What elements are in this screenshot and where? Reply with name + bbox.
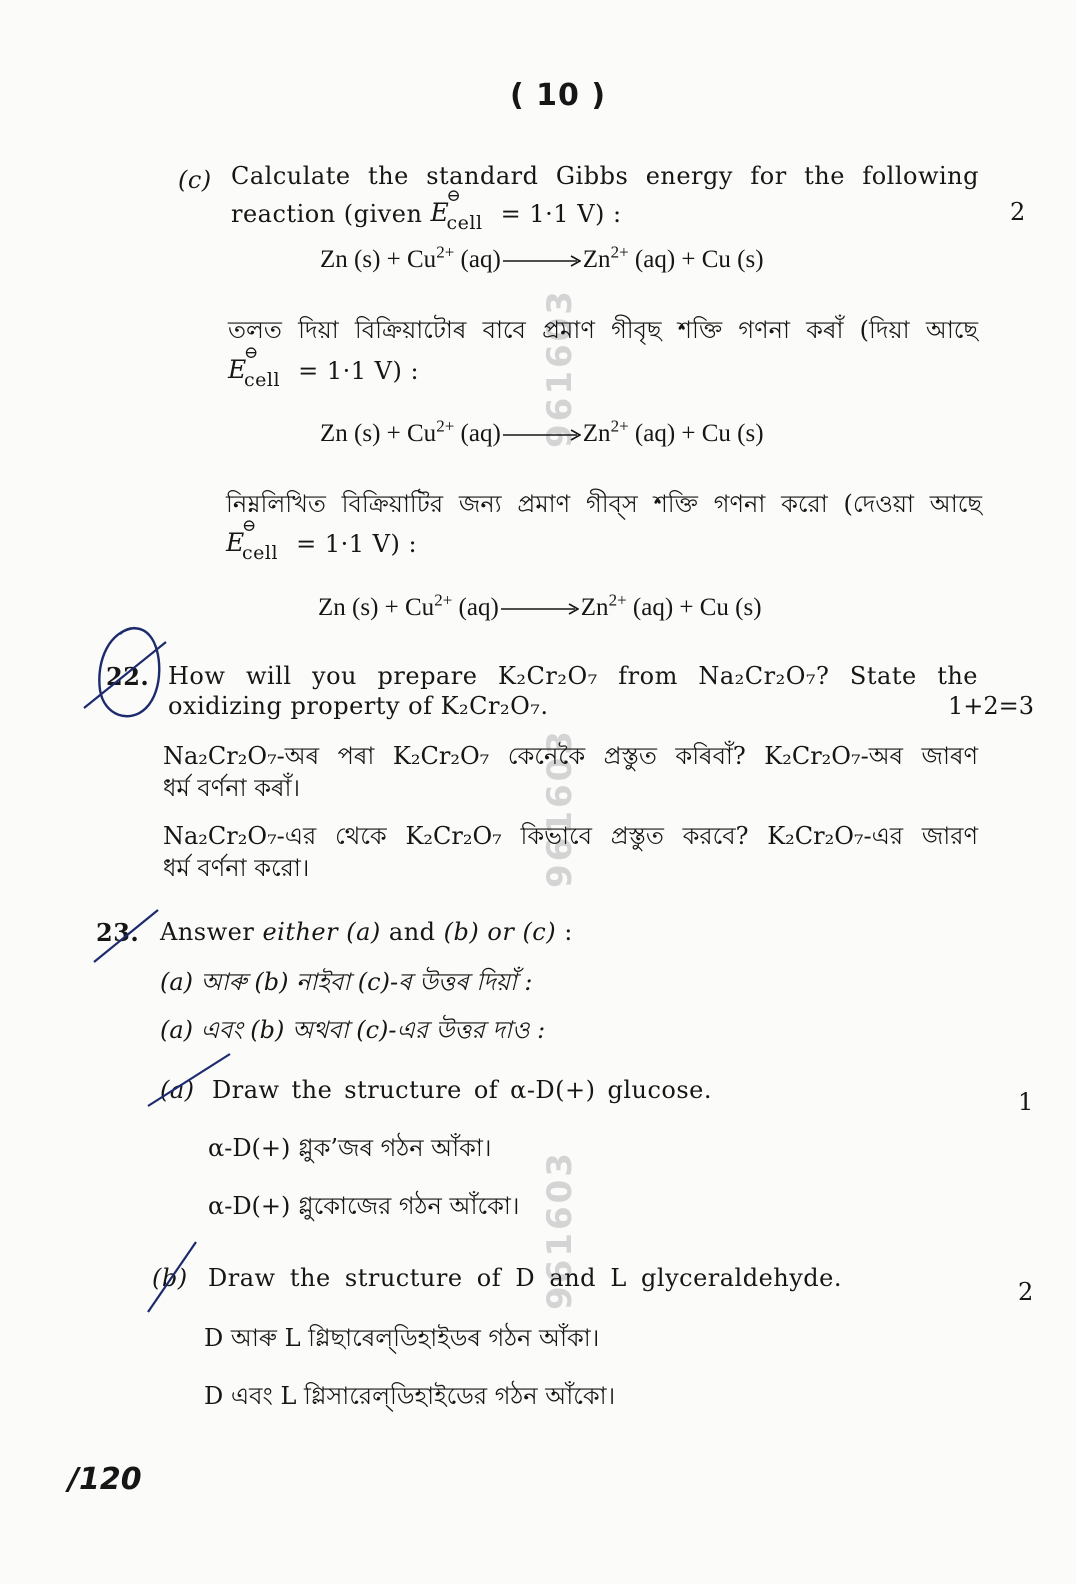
stamp-code: 961603 — [540, 288, 580, 448]
q21c-label: (c) — [178, 166, 212, 194]
q23-instruction-bn: (a) এবং (b) অথবা (c)-এর উত্তর দাও : — [160, 1016, 546, 1044]
q23a-en: Draw the structure of α-D(+) glucose. — [212, 1076, 712, 1104]
q21c-bn-line1: নিম্নলিখিত বিক্রিয়াটির জন্য প্রমাণ গীব্‌স শক্তি গণনা করো (দেওয়া আছে — [226, 490, 982, 518]
q21c-en-line1: Calculate the standard Gibbs energy for the following — [231, 162, 979, 190]
page-number: ( 10 ) — [510, 78, 607, 113]
reaction-equation: Zn $(s) + Cu^{2+}$ (aq) $Zn^{2+}$ (aq) + Cu (s) — [320, 416, 764, 447]
q22-as-line1: Na₂Cr₂O₇-অৰ পৰা K₂Cr₂O₇ কেনেকৈ প্ৰস্তুত কৰিবাঁ? K₂Cr₂O₇-অৰ জাৰণ — [163, 742, 978, 770]
q21c-marks: 2 — [1010, 198, 1026, 226]
q23-instruction-en: Answer either (a) and (b) or (c) : — [160, 918, 573, 946]
q21c-as-line2: E ⊖ cell = 1·1 V) : — [228, 343, 420, 391]
reaction-arrow-icon — [503, 429, 581, 441]
q21c-as-line1: তলত দিয়া বিক্ৰিয়াটোৰ বাবে প্ৰমাণ গীবৃছ শক্তি গণনা কৰাঁ (দিয়া আছে — [228, 316, 978, 344]
stamp-code: 961603 — [540, 728, 580, 888]
q22-bn-line2: ধর্ম বর্ণনা করো। — [163, 854, 310, 882]
q21c-en-line2: reaction (given E ⊖ cell = 1·1 V) : — [231, 186, 622, 234]
q23-number: 23. — [96, 918, 140, 947]
pen-tick-mark-icon — [144, 1050, 236, 1110]
stamp-code: 961603 — [540, 1150, 580, 1310]
q23b-label: (b) — [152, 1264, 188, 1292]
pen-circle-mark-icon — [80, 620, 180, 730]
ecell-symbol: E ⊖ cell — [430, 186, 483, 234]
q23a-label: (a) — [160, 1076, 195, 1104]
q23-instruction-as: (a) আৰু (b) নাইবা (c)-ৰ উত্তৰ দিয়াঁ : — [160, 968, 533, 996]
q23b-as: D আৰু L গ্লিছাৰেল্‌ডিহাইডৰ গঠন আঁকা। — [204, 1324, 600, 1352]
q23b-bn: D এবং L গ্লিসারেল্‌ডিহাইডের গঠন আঁকো। — [204, 1382, 616, 1410]
pen-tick-mark-icon — [140, 1236, 204, 1318]
reaction-arrow-icon — [503, 255, 581, 267]
q23b-marks: 2 — [1018, 1278, 1034, 1306]
footer-code: /120 — [68, 1462, 142, 1497]
q22-marks: 1+2=3 — [948, 692, 1035, 720]
reaction-equation: Zn $(s) + Cu^{2+}$ (aq) $Zn^{2+}$ (aq) + Cu (s) — [320, 242, 764, 273]
q23a-bn: α-D(+) গ্লুকোজের গঠন আঁকো। — [208, 1192, 520, 1220]
reaction-equation: Zn $(s) + Cu^{2+}$ (aq) $Zn^{2+}$ (aq) + Cu (s) — [318, 590, 762, 621]
q22-as-line2: ধৰ্ম বৰ্ণনা কৰাঁ। — [163, 774, 301, 802]
reaction-arrow-icon — [501, 603, 579, 615]
q23a-as: α-D(+) গ্লুক’জৰ গঠন আঁকা। — [208, 1134, 492, 1162]
q21c-bn-line2: E ⊖ cell = 1·1 V) : — [226, 516, 418, 564]
pen-tick-mark-icon — [90, 906, 170, 970]
ecell-symbol: E ⊖ cell — [228, 343, 281, 391]
q22-en-line1: How will you prepare K₂Cr₂O₇ from Na₂Cr₂O₇? State the — [168, 662, 978, 690]
q22-en-line2: oxidizing property of K₂Cr₂O₇. — [168, 692, 549, 720]
q22-bn-line1: Na₂Cr₂O₇-এর থেকে K₂Cr₂O₇ কিভাবে প্রস্তুত করবে? K₂Cr₂O₇-এর জারণ — [163, 822, 978, 850]
q23b-en: Draw the structure of D and L glyceraldehyde. — [208, 1264, 842, 1292]
ecell-symbol: E ⊖ cell — [226, 516, 279, 564]
q23a-marks: 1 — [1018, 1088, 1034, 1116]
q22-number: 22. — [106, 662, 150, 691]
